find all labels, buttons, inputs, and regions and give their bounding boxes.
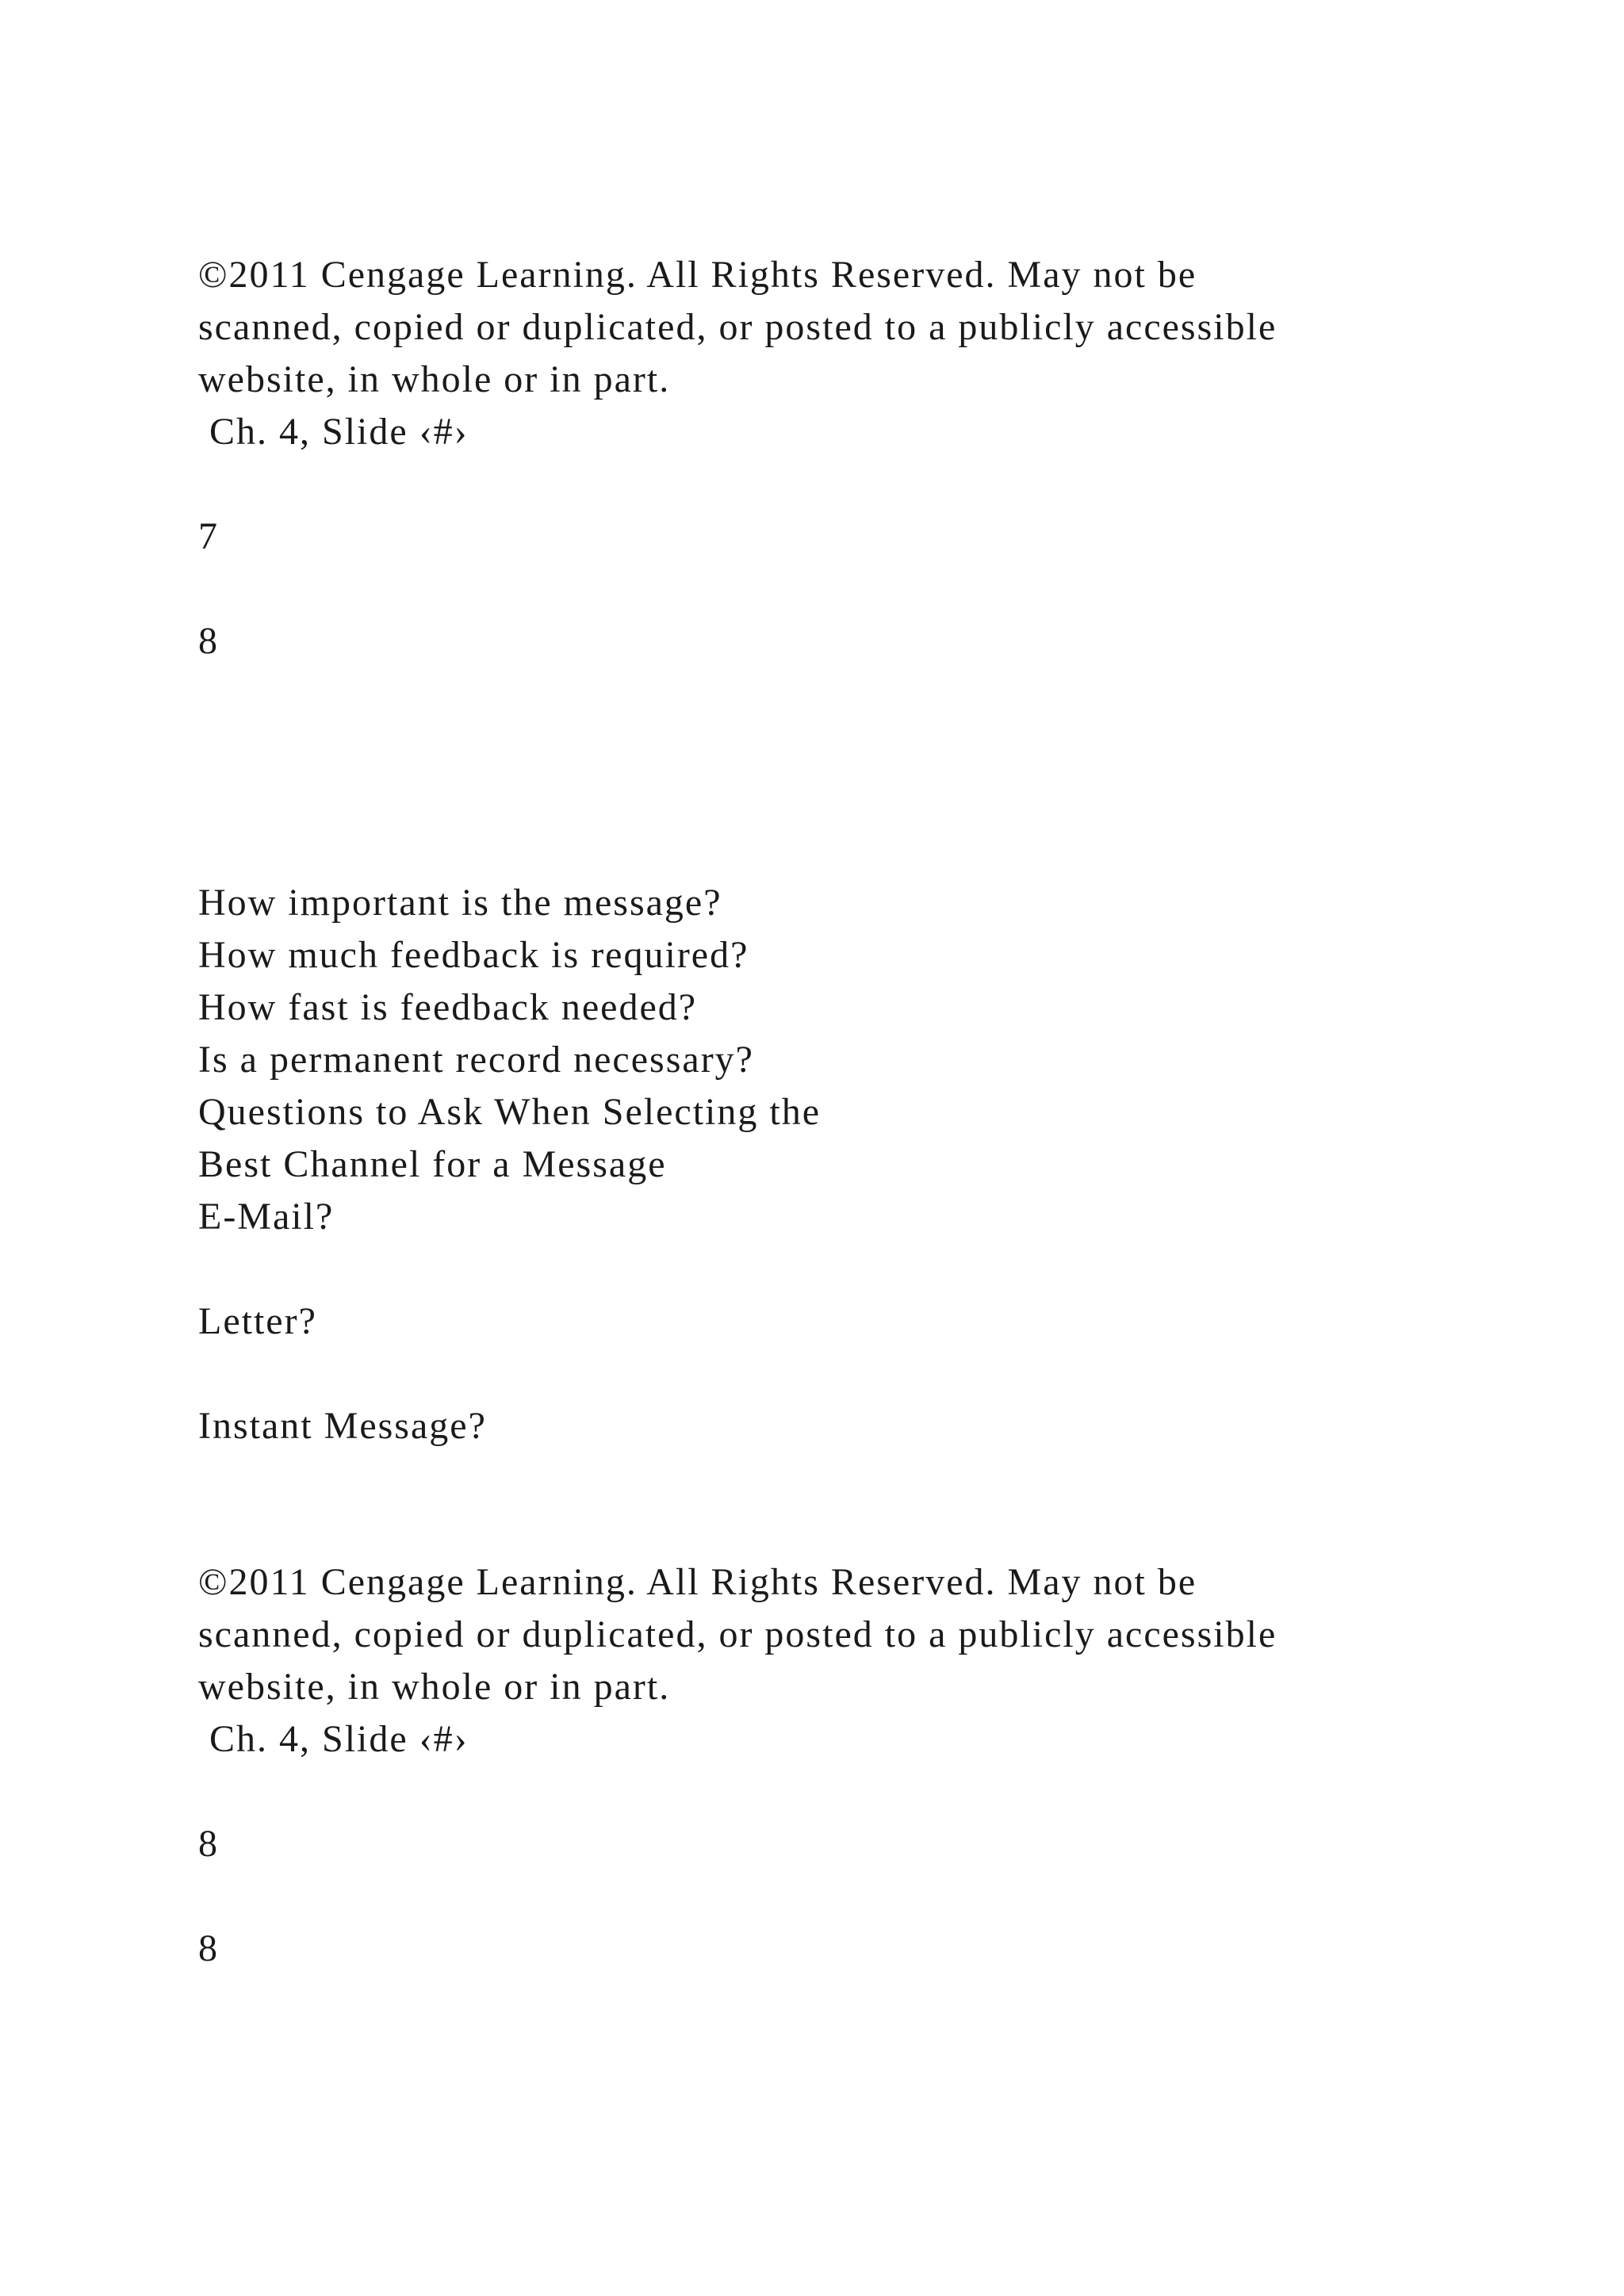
channel-letter: Letter?	[198, 1300, 317, 1342]
question-3: How fast is feedback needed?	[198, 986, 698, 1028]
question-2: How much feedback is required?	[198, 934, 749, 976]
copyright-line-3: website, in whole or in part.	[198, 358, 671, 400]
copyright-line-2: scanned, copied or duplicated, or posted to a publicly accessible	[198, 1613, 1277, 1655]
slide-number-a: 7	[198, 515, 219, 557]
copyright-line-1: ©2011 Cengage Learning. All Rights Reserved. May not be	[198, 254, 1197, 296]
channel-instant-message: Instant Message?	[198, 1405, 487, 1447]
slide-number-b: 8	[198, 620, 219, 662]
heading-line-2: Best Channel for a Message	[198, 1143, 667, 1185]
heading-line-1: Questions to Ask When Selecting the	[198, 1091, 822, 1133]
copyright-line-2: scanned, copied or duplicated, or posted to a publicly accessible	[198, 306, 1277, 348]
slide-number-b: 8	[198, 1927, 219, 1969]
channel-email: E-Mail?	[198, 1196, 335, 1238]
slide-reference: Ch. 4, Slide ‹#›	[198, 411, 469, 453]
question-1: How important is the message?	[198, 882, 722, 924]
copyright-line-3: website, in whole or in part.	[198, 1666, 671, 1708]
slide-number-a: 8	[198, 1823, 219, 1865]
question-4: Is a permanent record necessary?	[198, 1039, 754, 1081]
slide-reference: Ch. 4, Slide ‹#›	[198, 1718, 469, 1760]
copyright-line-1: ©2011 Cengage Learning. All Rights Reserved. May not be	[198, 1561, 1197, 1603]
